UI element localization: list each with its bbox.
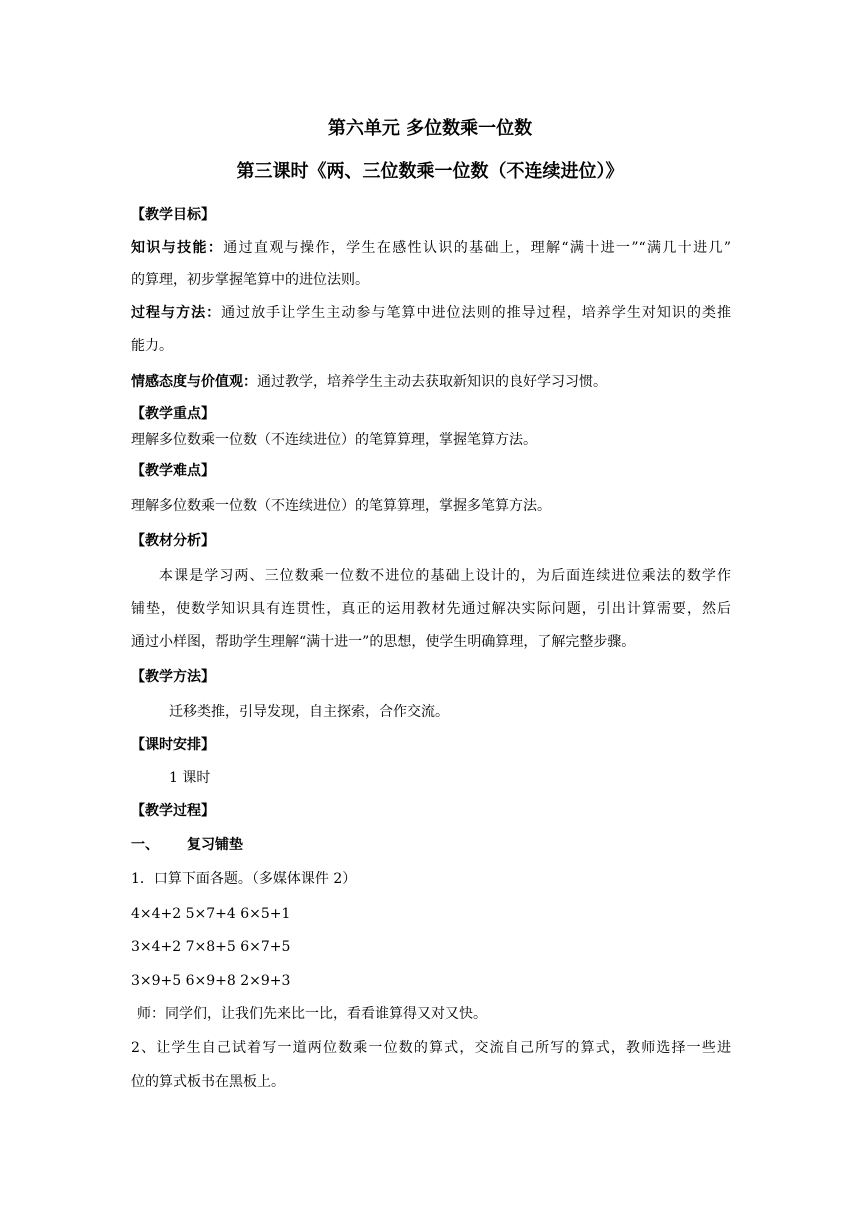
lesson-title: 第三课时《两、三位数乘一位数（不连续进位）》 bbox=[236, 161, 624, 182]
method-heading: 【教学方法】 bbox=[131, 669, 215, 685]
section-1-number: 一、 bbox=[131, 837, 159, 853]
section-1-heading bbox=[131, 836, 243, 854]
analysis-heading: 【教材分析】 bbox=[131, 533, 215, 549]
process-goal-text-1: 通过放手让学生主动参与笔算中进位法则的推导过程，培养学生对知识的类推 bbox=[221, 305, 732, 321]
process-heading: 【教学过程】 bbox=[131, 803, 215, 819]
process-goal-line-2: 能力。 bbox=[131, 338, 173, 354]
section-1-title: 复习铺垫 bbox=[187, 837, 243, 853]
calc-row-3: 3×9+5 6×9+8 2×9+3 bbox=[131, 973, 291, 989]
schedule-text: 1 课时 bbox=[169, 770, 211, 786]
difficulty-heading: 【教学难点】 bbox=[131, 463, 215, 479]
schedule-heading: 【课时安排】 bbox=[131, 737, 215, 753]
knowledge-text-1: 通过直观与操作，学生在感性认识的基础上，理解“满十进一”“满几十进几” bbox=[223, 240, 731, 256]
analysis-line-3: 通过小样图，帮助学生理解“满十进一”的思想，使学生明确算理，了解完整步骤。 bbox=[131, 634, 636, 650]
unit-title: 第六单元 多位数乘一位数 bbox=[327, 118, 533, 139]
teacher-line: 师：同学们，让我们先来比一比，看看谁算得又对又快。 bbox=[137, 1006, 487, 1022]
item-2-line-1: 2、让学生自己试着写一道两位数乘一位数的算式，交流自己所写的算式，教师选择一些进 bbox=[131, 1040, 731, 1056]
process-goal-line-1 bbox=[131, 304, 731, 322]
goals-heading: 【教学目标】 bbox=[131, 207, 215, 223]
emotion-line bbox=[131, 373, 607, 391]
difficulty-text: 理解多位数乘一位数（不连续进位）的笔算算理，掌握多笔算方法。 bbox=[131, 498, 551, 514]
knowledge-line-1 bbox=[131, 239, 731, 257]
item-1: 1．口算下面各题。（多媒体课件 2） bbox=[131, 871, 357, 887]
emotion-label: 情感态度与价值观： bbox=[131, 374, 257, 390]
knowledge-label: 知识与技能： bbox=[131, 240, 224, 256]
process-goal-label: 过程与方法： bbox=[131, 305, 222, 321]
key-point-heading: 【教学重点】 bbox=[131, 406, 215, 422]
calc-row-1: 4×4+2 5×7+4 6×5+1 bbox=[131, 906, 291, 922]
emotion-text: 通过教学，培养学生主动去获取新知识的良好学习习惯。 bbox=[257, 374, 607, 390]
calc-row-2: 3×4+2 7×8+5 6×7+5 bbox=[131, 939, 291, 955]
method-text: 迁移类推，引导发现，自主探索，合作交流。 bbox=[169, 704, 449, 720]
key-point-text: 理解多位数乘一位数（不连续进位）的笔算算理，掌握笔算方法。 bbox=[131, 432, 537, 448]
analysis-line-1: 本课是学习两、三位数乘一位数不进位的基础上设计的，为后面连续进位乘法的数学作 bbox=[159, 568, 731, 584]
analysis-line-2: 铺垫，使数学知识具有连贯性，真正的运用教材先通过解决实际问题，引出计算需要，然后 bbox=[131, 601, 731, 617]
knowledge-line-2: 的算理，初步掌握笔算中的进位法则。 bbox=[131, 272, 369, 288]
item-2-line-2: 位的算式板书在黑板上。 bbox=[131, 1074, 285, 1090]
